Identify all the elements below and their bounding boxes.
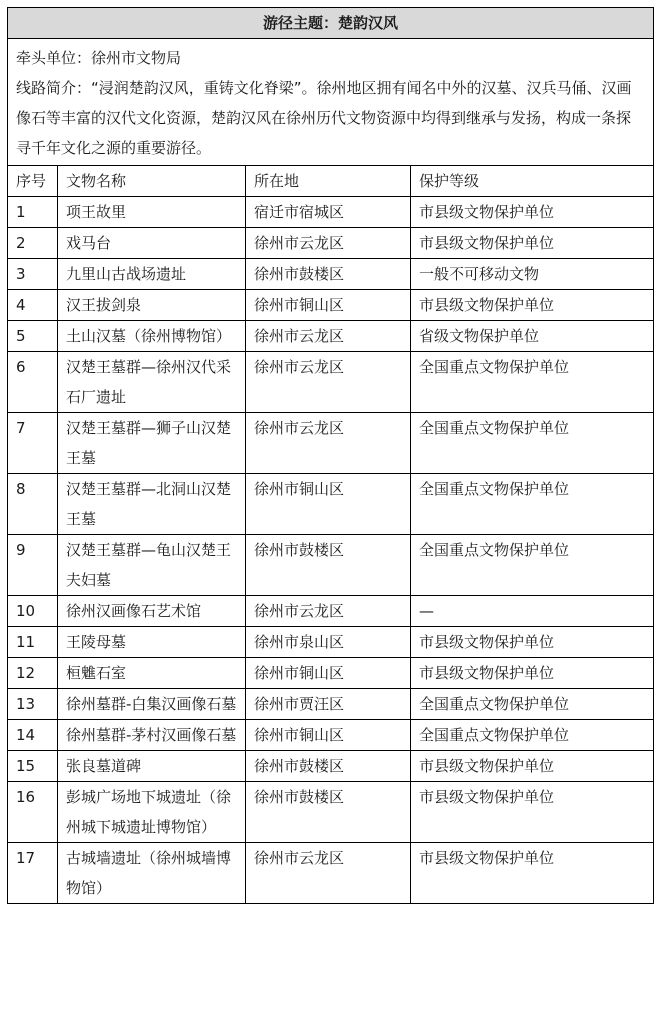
- cell-level: 市县级文物保护单位: [411, 228, 654, 259]
- table-row: [8, 352, 654, 413]
- cell-no: 15: [8, 751, 58, 782]
- cell-location: 徐州市云龙区: [246, 596, 411, 627]
- cell-location: 徐州市铜山区: [246, 290, 411, 321]
- cell-no: 1: [8, 197, 58, 228]
- cell-name: 王陵母墓: [58, 627, 246, 658]
- table-row: [8, 596, 654, 627]
- cell-level: 全国重点文物保护单位: [411, 535, 654, 596]
- cell-location: 徐州市贾汪区: [246, 689, 411, 720]
- column-header-name: 文物名称: [58, 166, 246, 197]
- cell-name: 戏马台: [58, 228, 246, 259]
- cell-name: 张良墓道碑: [58, 751, 246, 782]
- lead-unit: 牵头单位：徐州市文物局: [16, 49, 182, 67]
- cell-location: 徐州市鼓楼区: [246, 259, 411, 290]
- cell-no: 16: [8, 782, 58, 843]
- cell-no: 2: [8, 228, 58, 259]
- cell-location: 徐州市云龙区: [246, 352, 411, 413]
- cell-no: 14: [8, 720, 58, 751]
- cell-no: 7: [8, 413, 58, 474]
- table-row: [8, 689, 654, 720]
- cell-location: 徐州市云龙区: [246, 413, 411, 474]
- title-row: [8, 8, 654, 39]
- cell-name: 土山汉墓（徐州博物馆）: [58, 321, 246, 352]
- cell-location: 徐州市鼓楼区: [246, 751, 411, 782]
- table-row: [8, 474, 654, 535]
- cell-no: 10: [8, 596, 58, 627]
- cell-no: 12: [8, 658, 58, 689]
- cell-location: 徐州市云龙区: [246, 321, 411, 352]
- column-header-no: 序号: [8, 166, 58, 197]
- cell-level: 市县级文物保护单位: [411, 751, 654, 782]
- table-row: [8, 720, 654, 751]
- cell-level: 全国重点文物保护单位: [411, 474, 654, 535]
- cell-no: 6: [8, 352, 58, 413]
- cell-location: 徐州市铜山区: [246, 658, 411, 689]
- cell-location: 徐州市云龙区: [246, 843, 411, 904]
- heritage-route-table: [7, 7, 654, 904]
- cell-level: 市县级文物保护单位: [411, 197, 654, 228]
- cell-name: 汉楚王墓群—北洞山汉楚王墓: [58, 474, 246, 535]
- table-row: [8, 290, 654, 321]
- cell-location: 徐州市铜山区: [246, 474, 411, 535]
- table-row: [8, 782, 654, 843]
- table-row: [8, 751, 654, 782]
- cell-level: 全国重点文物保护单位: [411, 413, 654, 474]
- cell-location: 徐州市鼓楼区: [246, 782, 411, 843]
- cell-name: 九里山古战场遗址: [58, 259, 246, 290]
- cell-name: 桓魋石室: [58, 658, 246, 689]
- table-row: [8, 535, 654, 596]
- cell-name: 汉王拔剑泉: [58, 290, 246, 321]
- cell-level: 市县级文物保护单位: [411, 782, 654, 843]
- cell-name: 项王故里: [58, 197, 246, 228]
- table-row: [8, 413, 654, 474]
- table-row: [8, 321, 654, 352]
- cell-level: 一般不可移动文物: [411, 259, 654, 290]
- cell-no: 4: [8, 290, 58, 321]
- cell-name: 徐州汉画像石艺术馆: [58, 596, 246, 627]
- cell-level: 全国重点文物保护单位: [411, 689, 654, 720]
- cell-name: 徐州墓群-白集汉画像石墓: [58, 689, 246, 720]
- cell-level: 市县级文物保护单位: [411, 658, 654, 689]
- header-row: [8, 166, 654, 197]
- cell-level: —: [411, 596, 654, 627]
- cell-location: 宿迁市宿城区: [246, 197, 411, 228]
- table-row: [8, 259, 654, 290]
- cell-no: 13: [8, 689, 58, 720]
- document: [7, 7, 653, 904]
- cell-no: 8: [8, 474, 58, 535]
- cell-level: 省级文物保护单位: [411, 321, 654, 352]
- cell-location: 徐州市泉山区: [246, 627, 411, 658]
- cell-location: 徐州市铜山区: [246, 720, 411, 751]
- route-intro: 线路简介：“浸润楚韵汉风，重铸文化脊梁”。徐州地区拥有闻名中外的汉墓、汉兵马俑、汉画像石等丰富的汉代文化资源，楚韵汉风在徐州历代文物资源中均得到继承与发扬，构成一条探寻千年文化之源的重要游径。: [16, 79, 632, 157]
- cell-location: 徐州市鼓楼区: [246, 535, 411, 596]
- table-row: [8, 197, 654, 228]
- route-info: [8, 39, 654, 166]
- cell-level: 全国重点文物保护单位: [411, 352, 654, 413]
- route-title: 游径主题：楚韵汉风: [8, 8, 654, 39]
- info-row: [8, 39, 654, 166]
- cell-name: 古城墙遗址（徐州城墙博物馆）: [58, 843, 246, 904]
- cell-level: 全国重点文物保护单位: [411, 720, 654, 751]
- column-header-level: 保护等级: [411, 166, 654, 197]
- column-header-location: 所在地: [246, 166, 411, 197]
- cell-name: 汉楚王墓群—徐州汉代采石厂遗址: [58, 352, 246, 413]
- table-row: [8, 658, 654, 689]
- cell-level: 市县级文物保护单位: [411, 843, 654, 904]
- cell-level: 市县级文物保护单位: [411, 627, 654, 658]
- cell-name: 汉楚王墓群—龟山汉楚王夫妇墓: [58, 535, 246, 596]
- cell-no: 11: [8, 627, 58, 658]
- cell-no: 5: [8, 321, 58, 352]
- cell-name: 汉楚王墓群—狮子山汉楚王墓: [58, 413, 246, 474]
- table-row: [8, 627, 654, 658]
- cell-no: 9: [8, 535, 58, 596]
- table-row: [8, 843, 654, 904]
- cell-no: 3: [8, 259, 58, 290]
- cell-name: 徐州墓群-茅村汉画像石墓: [58, 720, 246, 751]
- cell-location: 徐州市云龙区: [246, 228, 411, 259]
- cell-no: 17: [8, 843, 58, 904]
- table-row: [8, 228, 654, 259]
- cell-level: 市县级文物保护单位: [411, 290, 654, 321]
- cell-name: 彭城广场地下城遗址（徐州城下城遗址博物馆）: [58, 782, 246, 843]
